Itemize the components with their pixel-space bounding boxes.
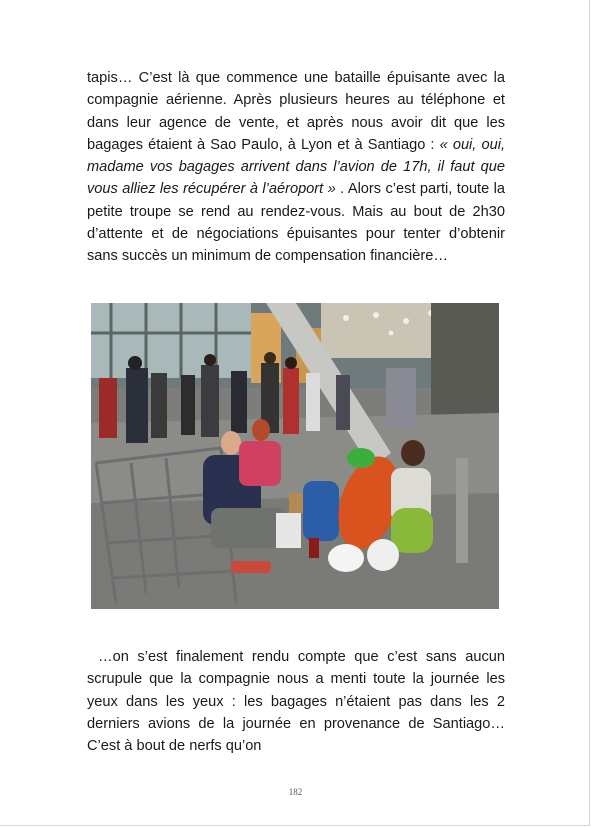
page-number: 182 [288, 787, 303, 797]
quoted-speech: « oui, oui, madame vos bagages arrivent dans l’avion de 17h, il faut que vous alliez les récupérer à l’aéroport » [87, 136, 505, 198]
body-paragraph-1 [87, 67, 505, 268]
paragraph-1-continuation: . Alors c’est parti, toute la petite troupe se rend au rendez-vous. Mais au bout de 2h30 d’attente et de négociations épuisantes pour tenter d’obtenir sans succès un minimum de compensation financière… [87, 181, 505, 265]
airport-photo [91, 303, 499, 609]
body-paragraph-2 [87, 646, 505, 757]
paragraph-1-text: tapis… C’est là que commence une bataille épuisante avec la compagnie aérienne. Après plusieurs heures au téléphone et dans leur agence de vente, et après nous avoir dit que les bagages étaient à Sao Paulo, à Lyon et à Santiago : [87, 70, 505, 153]
airport-photo-illustration [91, 303, 499, 609]
paragraph-2-text: …on s’est finalement rendu compte que c’est sans aucun scrupule que la compagnie nous a menti toute la journée les yeux dans les yeux : les bagages n’étaient pas dans les 2 derniers avions de la journée en provenance de Santiago… C’est à bout de nerfs qu’on [87, 649, 505, 755]
